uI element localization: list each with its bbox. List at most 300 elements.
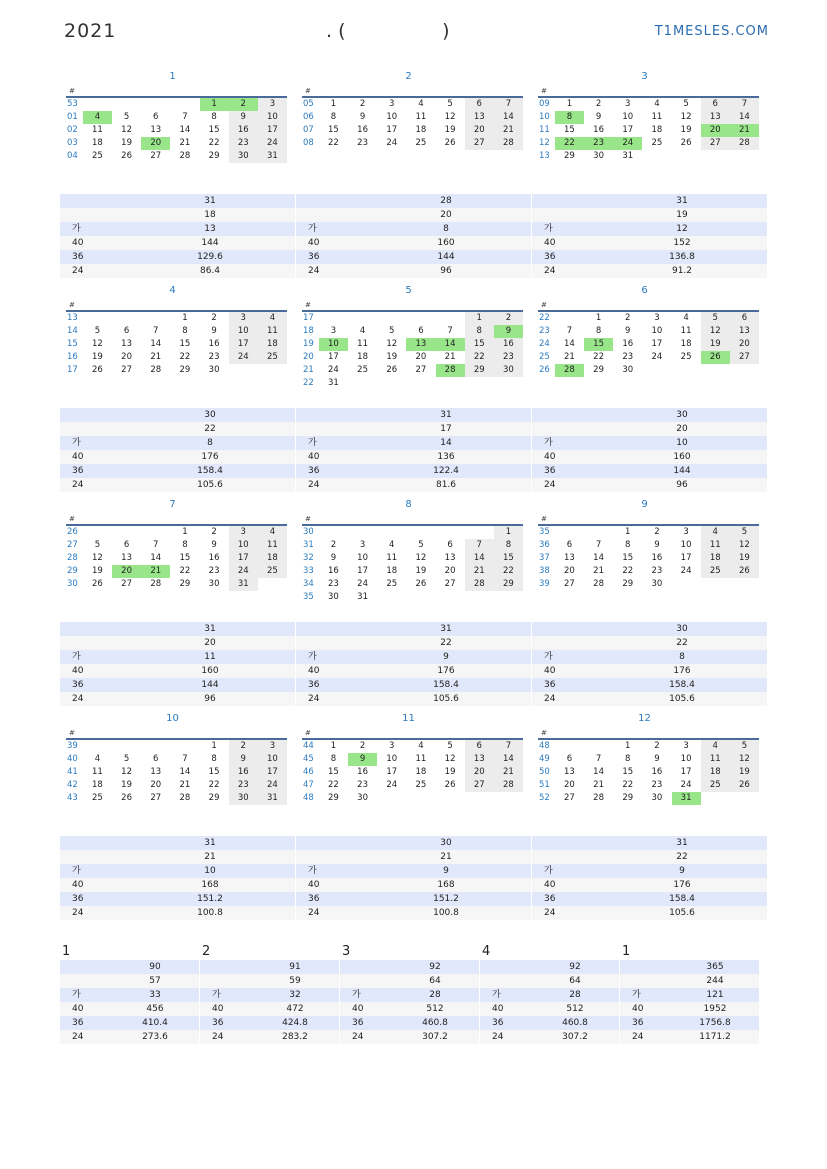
day-cell[interactable]: 25 (415, 780, 427, 790)
day-cell[interactable]: 3 (683, 527, 689, 537)
day-cell[interactable]: 28 (555, 364, 584, 377)
day-cell[interactable]: 16 (357, 767, 368, 777)
day-cell[interactable]: 30 (651, 579, 663, 589)
day-cell[interactable]: 12 (121, 125, 132, 135)
day-cell[interactable]: 17 (229, 552, 258, 565)
day-cell[interactable]: 22 (208, 780, 220, 790)
day-cell[interactable]: 10 (622, 112, 634, 122)
day-cell[interactable]: 27 (563, 793, 575, 803)
day-cell[interactable]: 15 (327, 767, 339, 777)
day-cell[interactable]: 22 (179, 566, 191, 576)
day-cell[interactable]: 12 (91, 553, 103, 563)
day-cell[interactable]: 16 (229, 124, 258, 137)
day-cell[interactable]: 29 (622, 793, 634, 803)
day-cell[interactable]: 24 (386, 780, 398, 790)
day-cell[interactable]: 10 (258, 753, 287, 766)
day-cell[interactable]: 10 (319, 338, 348, 351)
day-cell[interactable]: 5 (94, 326, 101, 336)
day-cell[interactable]: 22 (622, 780, 634, 790)
day-cell[interactable]: 21 (494, 766, 523, 779)
day-cell[interactable]: 28 (494, 137, 523, 150)
day-cell[interactable]: 25 (415, 138, 427, 148)
day-cell[interactable]: 7 (182, 112, 188, 122)
day-cell[interactable]: 6 (730, 312, 759, 325)
day-cell[interactable]: 17 (258, 766, 287, 779)
day-cell[interactable]: 30 (327, 592, 339, 602)
day-cell[interactable]: 21 (730, 124, 759, 137)
day-cell[interactable]: 11 (415, 754, 427, 764)
day-cell[interactable]: 17 (386, 767, 398, 777)
day-cell[interactable]: 3 (258, 740, 287, 753)
day-cell[interactable]: 20 (563, 780, 575, 790)
day-cell[interactable]: 8 (211, 754, 217, 764)
day-cell[interactable]: 9 (654, 540, 660, 550)
day-cell[interactable]: 20 (563, 566, 575, 576)
day-cell[interactable]: 7 (566, 326, 573, 336)
day-cell[interactable]: 30 (651, 793, 663, 803)
day-cell[interactable]: 2 (211, 313, 217, 323)
day-cell[interactable]: 7 (465, 539, 494, 552)
day-cell[interactable]: 16 (229, 766, 258, 779)
day-cell[interactable]: 5 (447, 99, 453, 109)
day-cell[interactable]: 20 (465, 124, 494, 137)
day-cell[interactable]: 24 (651, 352, 663, 362)
day-cell[interactable]: 5 (730, 740, 759, 753)
day-cell[interactable]: 25 (680, 352, 692, 362)
day-cell[interactable]: 14 (436, 338, 465, 351)
day-cell[interactable]: 28 (593, 793, 604, 803)
day-cell[interactable]: 19 (444, 767, 456, 777)
day-cell[interactable]: 26 (701, 351, 730, 364)
day-cell[interactable]: 13 (444, 553, 456, 563)
day-cell[interactable]: 15 (622, 767, 634, 777)
day-cell[interactable]: 14 (465, 552, 494, 565)
day-cell[interactable]: 17 (680, 553, 692, 563)
day-cell[interactable]: 14 (494, 753, 523, 766)
day-cell[interactable]: 2 (359, 99, 366, 109)
day-cell[interactable]: 8 (494, 539, 523, 552)
day-cell[interactable]: 14 (593, 553, 604, 563)
day-cell[interactable]: 19 (730, 552, 759, 565)
day-cell[interactable]: 6 (701, 98, 730, 111)
day-cell[interactable]: 15 (208, 125, 220, 135)
day-cell[interactable]: 25 (357, 365, 368, 375)
day-cell[interactable]: 30 (622, 365, 634, 375)
day-cell[interactable]: 22 (179, 352, 191, 362)
day-cell[interactable]: 24 (258, 779, 287, 792)
day-cell[interactable]: 23 (584, 137, 613, 150)
day-cell[interactable]: 31 (622, 151, 634, 161)
day-cell[interactable]: 26 (91, 579, 103, 589)
day-cell[interactable]: 24 (229, 565, 258, 578)
day-cell[interactable]: 3 (229, 312, 258, 325)
day-cell[interactable]: 14 (494, 111, 523, 124)
day-cell[interactable]: 21 (179, 138, 191, 148)
day-cell[interactable]: 30 (229, 792, 258, 805)
day-cell[interactable]: 27 (415, 365, 427, 375)
day-cell[interactable]: 22 (327, 138, 339, 148)
day-cell[interactable]: 21 (494, 124, 523, 137)
day-cell[interactable]: 29 (622, 579, 634, 589)
day-cell[interactable]: 25 (258, 351, 287, 364)
day-cell[interactable]: 4 (258, 312, 287, 325)
day-cell[interactable]: 17 (258, 124, 287, 137)
day-cell[interactable]: 29 (327, 793, 339, 803)
day-cell[interactable]: 23 (494, 351, 523, 364)
day-cell[interactable]: 28 (150, 579, 162, 589)
day-cell[interactable]: 12 (91, 339, 103, 349)
day-cell[interactable]: 20 (112, 565, 141, 578)
day-cell[interactable]: 13 (150, 767, 162, 777)
day-cell[interactable]: 8 (211, 112, 217, 122)
day-cell[interactable]: 23 (357, 138, 368, 148)
day-cell[interactable]: 13 (121, 553, 132, 563)
day-cell[interactable]: 4 (701, 526, 730, 539)
day-cell[interactable]: 15 (179, 339, 191, 349)
day-cell[interactable]: 10 (229, 539, 258, 552)
day-cell[interactable]: 12 (730, 753, 759, 766)
day-cell[interactable]: 4 (94, 754, 101, 764)
day-cell[interactable]: 4 (258, 526, 287, 539)
day-cell[interactable]: 14 (150, 553, 162, 563)
day-cell[interactable]: 18 (258, 552, 287, 565)
day-cell[interactable]: 7 (153, 326, 159, 336)
day-cell[interactable]: 13 (465, 111, 494, 124)
day-cell[interactable]: 2 (359, 741, 366, 751)
day-cell[interactable]: 22 (465, 351, 494, 364)
day-cell[interactable]: 24 (258, 137, 287, 150)
day-cell[interactable]: 15 (563, 125, 575, 135)
day-cell[interactable]: 29 (593, 365, 604, 375)
day-cell[interactable]: 2 (229, 740, 258, 753)
day-cell[interactable]: 6 (123, 540, 130, 550)
day-cell[interactable]: 17 (680, 767, 692, 777)
day-cell[interactable]: 7 (153, 540, 159, 550)
day-cell[interactable]: 2 (211, 527, 217, 537)
day-cell[interactable]: 28 (593, 579, 604, 589)
day-cell[interactable]: 9 (625, 326, 631, 336)
day-cell[interactable]: 14 (730, 111, 759, 124)
day-cell[interactable]: 29 (208, 793, 220, 803)
day-cell[interactable]: 24 (357, 579, 368, 589)
day-cell[interactable]: 26 (91, 365, 103, 375)
day-cell[interactable]: 18 (258, 338, 287, 351)
day-cell[interactable]: 26 (121, 793, 132, 803)
day-cell[interactable]: 5 (123, 112, 130, 122)
day-cell[interactable]: 27 (150, 793, 162, 803)
day-cell[interactable]: 5 (730, 526, 759, 539)
day-cell[interactable]: 9 (595, 112, 602, 122)
day-cell[interactable]: 8 (625, 754, 631, 764)
day-cell[interactable]: 21 (563, 352, 575, 362)
day-cell[interactable]: 26 (444, 780, 456, 790)
day-cell[interactable]: 5 (94, 540, 101, 550)
day-cell[interactable]: 9 (654, 754, 660, 764)
day-cell[interactable]: 28 (730, 137, 759, 150)
day-cell[interactable]: 2 (595, 99, 602, 109)
day-cell[interactable]: 13 (150, 125, 162, 135)
day-cell[interactable]: 1 (330, 741, 337, 751)
day-cell[interactable]: 21 (141, 565, 170, 578)
day-cell[interactable]: 24 (386, 138, 398, 148)
day-cell[interactable]: 8 (330, 754, 337, 764)
day-cell[interactable]: 4 (654, 99, 660, 109)
day-cell[interactable]: 22 (327, 780, 339, 790)
day-cell[interactable]: 12 (121, 767, 132, 777)
day-cell[interactable]: 23 (208, 352, 220, 362)
day-cell[interactable]: 13 (701, 111, 730, 124)
day-cell[interactable]: 3 (229, 526, 258, 539)
day-cell[interactable]: 8 (182, 540, 188, 550)
day-cell[interactable]: 27 (150, 151, 162, 161)
day-cell[interactable]: 10 (651, 326, 663, 336)
day-cell[interactable]: 20 (150, 780, 162, 790)
day-cell[interactable]: 19 (730, 766, 759, 779)
day-cell[interactable]: 7 (595, 540, 602, 550)
day-cell[interactable]: 7 (595, 754, 602, 764)
day-cell[interactable]: 1 (211, 741, 217, 751)
day-cell[interactable]: 31 (258, 150, 287, 163)
day-cell[interactable]: 26 (730, 565, 759, 578)
day-cell[interactable]: 4 (359, 326, 366, 336)
day-cell[interactable]: 24 (680, 566, 692, 576)
day-cell[interactable]: 15 (465, 338, 494, 351)
day-cell[interactable]: 16 (327, 566, 339, 576)
day-cell[interactable]: 28 (494, 779, 523, 792)
day-cell[interactable]: 6 (447, 540, 453, 550)
day-cell[interactable]: 23 (651, 780, 663, 790)
day-cell[interactable]: 26 (680, 138, 692, 148)
day-cell[interactable]: 14 (179, 767, 191, 777)
day-cell[interactable]: 6 (465, 740, 494, 753)
day-cell[interactable]: 28 (465, 578, 494, 591)
day-cell[interactable]: 7 (494, 740, 523, 753)
day-cell[interactable]: 20 (701, 124, 730, 137)
day-cell[interactable]: 1 (625, 741, 631, 751)
day-cell[interactable]: 5 (389, 326, 395, 336)
day-cell[interactable]: 14 (150, 339, 162, 349)
day-cell[interactable]: 21 (593, 566, 604, 576)
day-cell[interactable]: 24 (613, 137, 642, 150)
day-cell[interactable]: 1 (182, 527, 188, 537)
day-cell[interactable]: 11 (386, 553, 398, 563)
day-cell[interactable]: 12 (680, 112, 692, 122)
day-cell[interactable]: 15 (494, 552, 523, 565)
day-cell[interactable]: 18 (91, 138, 103, 148)
day-cell[interactable]: 29 (179, 365, 191, 375)
day-cell[interactable]: 24 (229, 351, 258, 364)
day-cell[interactable]: 8 (465, 325, 494, 338)
day-cell[interactable]: 27 (121, 365, 132, 375)
day-cell[interactable]: 2 (229, 98, 258, 111)
day-cell[interactable]: 9 (359, 112, 366, 122)
day-cell[interactable]: 21 (593, 780, 604, 790)
day-cell[interactable]: 31 (229, 578, 258, 591)
day-cell[interactable]: 22 (494, 565, 523, 578)
day-cell[interactable]: 11 (91, 125, 103, 135)
day-cell[interactable]: 5 (701, 312, 730, 325)
day-cell[interactable]: 18 (386, 566, 398, 576)
day-cell[interactable]: 3 (359, 540, 366, 550)
day-cell[interactable]: 1 (595, 313, 602, 323)
day-cell[interactable]: 26 (121, 151, 132, 161)
day-cell[interactable]: 6 (566, 754, 573, 764)
day-cell[interactable]: 4 (418, 741, 424, 751)
day-cell[interactable]: 13 (465, 753, 494, 766)
day-cell[interactable]: 23 (622, 352, 634, 362)
day-cell[interactable]: 11 (258, 325, 287, 338)
day-cell[interactable]: 29 (179, 579, 191, 589)
day-cell[interactable]: 11 (357, 339, 368, 349)
day-cell[interactable]: 18 (680, 339, 692, 349)
day-cell[interactable]: 1 (330, 99, 337, 109)
day-cell[interactable]: 4 (389, 540, 395, 550)
day-cell[interactable]: 13 (406, 338, 435, 351)
day-cell[interactable]: 15 (584, 338, 613, 351)
day-cell[interactable]: 8 (182, 326, 188, 336)
day-cell[interactable]: 10 (386, 112, 398, 122)
day-cell[interactable]: 3 (683, 741, 689, 751)
day-cell[interactable]: 18 (91, 780, 103, 790)
day-cell[interactable]: 22 (208, 138, 220, 148)
day-cell[interactable]: 22 (593, 352, 604, 362)
day-cell[interactable]: 20 (465, 766, 494, 779)
day-cell[interactable]: 17 (386, 125, 398, 135)
day-cell[interactable]: 29 (465, 364, 494, 377)
day-cell[interactable]: 10 (680, 540, 692, 550)
day-cell[interactable]: 7 (494, 98, 523, 111)
day-cell[interactable]: 27 (444, 579, 456, 589)
day-cell[interactable]: 27 (465, 779, 494, 792)
day-cell[interactable]: 31 (258, 792, 287, 805)
day-cell[interactable]: 4 (701, 740, 730, 753)
day-cell[interactable]: 6 (465, 98, 494, 111)
day-cell[interactable]: 6 (123, 326, 130, 336)
day-cell[interactable]: 11 (258, 539, 287, 552)
day-cell[interactable]: 30 (208, 579, 220, 589)
day-cell[interactable]: 8 (625, 540, 631, 550)
day-cell[interactable]: 15 (327, 125, 339, 135)
day-cell[interactable]: 9 (229, 111, 258, 124)
day-cell[interactable]: 18 (651, 125, 663, 135)
day-cell[interactable]: 11 (680, 326, 692, 336)
day-cell[interactable]: 6 (566, 540, 573, 550)
day-cell[interactable]: 18 (415, 125, 427, 135)
day-cell[interactable]: 30 (494, 364, 523, 377)
day-cell[interactable]: 31 (327, 378, 339, 388)
day-cell[interactable]: 25 (701, 779, 730, 792)
day-cell[interactable]: 27 (701, 137, 730, 150)
day-cell[interactable]: 1 (182, 313, 188, 323)
day-cell[interactable]: 14 (179, 125, 191, 135)
day-cell[interactable]: 2 (494, 312, 523, 325)
day-cell[interactable]: 2 (330, 540, 337, 550)
day-cell[interactable]: 20 (415, 352, 427, 362)
day-cell[interactable]: 10 (386, 754, 398, 764)
day-cell[interactable]: 16 (494, 338, 523, 351)
day-cell[interactable]: 13 (121, 339, 132, 349)
day-cell[interactable]: 14 (563, 339, 575, 349)
day-cell[interactable]: 20 (141, 137, 170, 150)
day-cell[interactable]: 19 (91, 566, 103, 576)
day-cell[interactable]: 3 (654, 313, 660, 323)
day-cell[interactable]: 21 (465, 565, 494, 578)
day-cell[interactable]: 18 (701, 552, 730, 565)
day-cell[interactable]: 16 (622, 339, 634, 349)
day-cell[interactable]: 28 (150, 365, 162, 375)
day-cell[interactable]: 2 (654, 527, 660, 537)
day-cell[interactable]: 17 (229, 338, 258, 351)
day-cell[interactable]: 12 (444, 754, 456, 764)
day-cell[interactable]: 9 (494, 325, 523, 338)
day-cell[interactable]: 4 (83, 111, 112, 124)
day-cell[interactable]: 11 (91, 767, 103, 777)
day-cell[interactable]: 6 (153, 112, 159, 122)
day-cell[interactable]: 4 (683, 313, 689, 323)
day-cell[interactable]: 6 (418, 326, 424, 336)
day-cell[interactable]: 2 (625, 313, 631, 323)
day-cell[interactable]: 25 (258, 565, 287, 578)
day-cell[interactable]: 17 (622, 125, 634, 135)
day-cell[interactable]: 3 (330, 326, 337, 336)
day-cell[interactable]: 23 (208, 566, 220, 576)
day-cell[interactable]: 25 (651, 138, 663, 148)
day-cell[interactable]: 31 (357, 592, 368, 602)
day-cell[interactable]: 16 (208, 553, 220, 563)
day-cell[interactable]: 8 (330, 112, 337, 122)
day-cell[interactable]: 21 (150, 352, 162, 362)
day-cell[interactable]: 19 (386, 352, 398, 362)
day-cell[interactable]: 16 (208, 339, 220, 349)
day-cell[interactable]: 12 (386, 339, 398, 349)
day-cell[interactable]: 23 (229, 137, 258, 150)
day-cell[interactable]: 15 (622, 553, 634, 563)
day-cell[interactable]: 19 (121, 138, 132, 148)
day-cell[interactable]: 1 (494, 526, 523, 539)
day-cell[interactable]: 17 (357, 566, 368, 576)
day-cell[interactable]: 12 (730, 539, 759, 552)
day-cell[interactable]: 30 (357, 793, 368, 803)
day-cell[interactable]: 3 (389, 99, 395, 109)
day-cell[interactable]: 24 (327, 365, 339, 375)
day-cell[interactable]: 27 (121, 579, 132, 589)
day-cell[interactable]: 28 (436, 364, 465, 377)
day-cell[interactable]: 7 (730, 98, 759, 111)
day-cell[interactable]: 10 (680, 754, 692, 764)
day-cell[interactable]: 7 (182, 754, 188, 764)
day-cell[interactable]: 11 (651, 112, 663, 122)
day-cell[interactable]: 18 (357, 352, 368, 362)
day-cell[interactable]: 5 (683, 99, 689, 109)
day-cell[interactable]: 25 (386, 579, 398, 589)
day-cell[interactable]: 8 (555, 111, 584, 124)
day-cell[interactable]: 9 (211, 326, 217, 336)
day-cell[interactable]: 31 (672, 792, 701, 805)
day-cell[interactable]: 8 (595, 326, 602, 336)
day-cell[interactable]: 16 (357, 125, 368, 135)
day-cell[interactable]: 3 (625, 99, 631, 109)
day-cell[interactable]: 23 (651, 566, 663, 576)
day-cell[interactable]: 17 (327, 352, 339, 362)
day-cell[interactable]: 19 (680, 125, 692, 135)
day-cell[interactable]: 7 (447, 326, 453, 336)
day-cell[interactable]: 19 (121, 780, 132, 790)
day-cell[interactable]: 29 (563, 151, 575, 161)
day-cell[interactable]: 24 (680, 780, 692, 790)
day-cell[interactable]: 27 (563, 579, 575, 589)
day-cell[interactable]: 25 (91, 151, 103, 161)
day-cell[interactable]: 11 (701, 753, 730, 766)
